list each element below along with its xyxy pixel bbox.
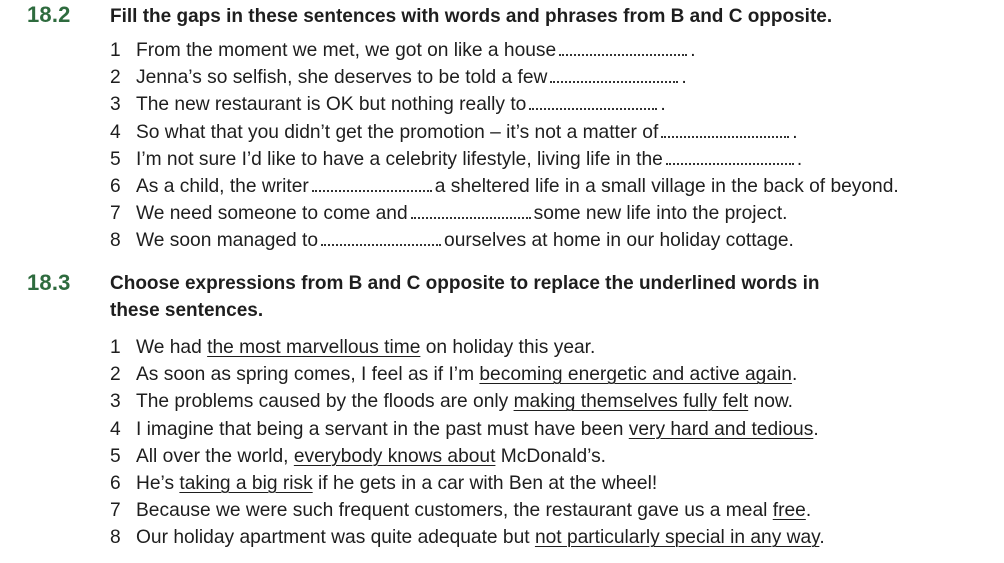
blank-gap[interactable] xyxy=(321,230,441,246)
item-number: 7 xyxy=(110,500,121,522)
sentence-text: Our holiday apartment was quite adequate but xyxy=(136,527,535,549)
list-item xyxy=(110,443,825,470)
item-number: 1 xyxy=(110,337,121,358)
underlined-phrase: everybody knows about xyxy=(293,445,496,467)
item-number: 3 xyxy=(110,94,121,116)
underlined-phrase: free xyxy=(772,500,806,522)
sentence-text: We soon managed to xyxy=(136,230,319,252)
blank-gap[interactable] xyxy=(529,94,657,110)
sentence-text: I imagine that being a servant in the past must have been xyxy=(136,418,629,440)
exercise-instruction xyxy=(110,270,930,324)
item-number: 2 xyxy=(110,67,121,89)
sentence-text-end: on holiday this year. xyxy=(420,337,596,358)
underlined-phrase: taking a big risk xyxy=(179,472,313,494)
blank-gap[interactable] xyxy=(411,203,531,219)
sentence-text-end: some new life into the project. xyxy=(533,203,788,225)
item-number: 8 xyxy=(110,527,121,549)
sentence-text-end: ourselves at home in our holiday cottage. xyxy=(444,230,794,252)
list-item xyxy=(110,227,899,254)
item-number: 7 xyxy=(110,203,121,225)
sentence-text-end: . xyxy=(796,148,803,170)
list-item xyxy=(110,388,825,415)
list-item xyxy=(110,200,899,227)
sentence-text: From the moment we met, we got on like a house xyxy=(136,40,557,61)
exercise-number: 18.3 xyxy=(27,270,71,295)
sentence-text-end: . xyxy=(792,121,798,143)
blank-gap[interactable] xyxy=(666,149,794,165)
list-item xyxy=(110,470,825,497)
sentence-text: As a child, the writer xyxy=(136,175,309,197)
sentence-text-end: a sheltered life in a small village in the back of beyond. xyxy=(434,175,899,197)
exercise-number: 18.2 xyxy=(27,2,71,27)
exercise-instruction: Fill the gaps in these sentences with words and phrases from B and C opposite. xyxy=(110,6,833,27)
list-item xyxy=(110,524,825,551)
sentence-text: He’s xyxy=(136,472,180,494)
item-number: 6 xyxy=(110,175,121,197)
list-item xyxy=(110,334,825,361)
blank-gap[interactable] xyxy=(312,176,432,192)
underlined-phrase: not particularly special in any way xyxy=(534,527,820,549)
sentence-list xyxy=(110,334,825,552)
blank-gap[interactable] xyxy=(550,67,678,83)
sentence-text: We need someone to come and xyxy=(136,203,408,225)
list-item xyxy=(110,119,899,146)
sentence-text-end: if he gets in a car with Ben at the wheel! xyxy=(312,472,658,494)
sentence-text-end: . xyxy=(660,94,666,116)
sentence-text: All over the world, xyxy=(136,445,294,467)
instruction-line: these sentences. xyxy=(110,300,264,321)
sentence-text: I’m not sure I’d like to have a celebrity lifestyle, living life in the xyxy=(136,148,663,170)
sentence-text-end: . xyxy=(819,527,825,549)
item-number: 2 xyxy=(110,364,121,386)
sentence-text-end: . xyxy=(690,40,696,61)
list-item xyxy=(110,146,899,173)
underlined-phrase: very hard and tedious xyxy=(628,418,814,440)
sentence-text: Because we were such frequent customers, the restaurant gave us a meal xyxy=(136,500,773,522)
list-item xyxy=(110,91,899,118)
sentence-text-end: . xyxy=(791,364,798,386)
item-number: 8 xyxy=(110,230,121,252)
instruction-line: Choose expressions from B and C opposite to replace the underlined words in xyxy=(110,273,820,294)
list-item xyxy=(110,64,899,91)
blank-gap[interactable] xyxy=(661,122,789,138)
item-number: 1 xyxy=(110,40,121,61)
sentence-text: We had xyxy=(136,337,208,358)
item-number: 5 xyxy=(110,445,121,467)
sentence-text: As soon as spring comes, I feel as if I’m xyxy=(136,364,480,386)
sentence-text: The new restaurant is OK but nothing really to xyxy=(136,94,527,116)
sentence-text-end: . xyxy=(813,418,819,440)
item-number: 4 xyxy=(110,418,121,440)
sentence-text-end: . xyxy=(681,67,687,89)
sentence-text-end: now. xyxy=(748,391,793,413)
sentence-text: The problems caused by the floods are only xyxy=(136,391,514,413)
underlined-phrase: making themselves fully felt xyxy=(513,391,749,413)
list-item xyxy=(110,361,825,388)
sentence-list xyxy=(110,37,899,255)
blank-gap[interactable] xyxy=(559,40,687,56)
sentence-text-end: McDonald’s. xyxy=(495,445,606,467)
sentence-text-end: . xyxy=(805,500,812,522)
list-item xyxy=(110,37,899,64)
item-number: 3 xyxy=(110,391,121,413)
sentence-text: So what that you didn’t get the promotion – it’s not a matter of xyxy=(136,121,659,143)
underlined-phrase: the most marvellous time xyxy=(207,337,421,358)
underlined-phrase: becoming energetic and active again xyxy=(479,364,792,386)
sentence-text: Jenna’s so selfish, she deserves to be told a few xyxy=(136,67,548,89)
list-item xyxy=(110,416,825,443)
item-number: 5 xyxy=(110,148,121,170)
list-item xyxy=(110,497,825,524)
list-item xyxy=(110,173,899,200)
item-number: 4 xyxy=(110,121,121,143)
item-number: 6 xyxy=(110,472,121,494)
